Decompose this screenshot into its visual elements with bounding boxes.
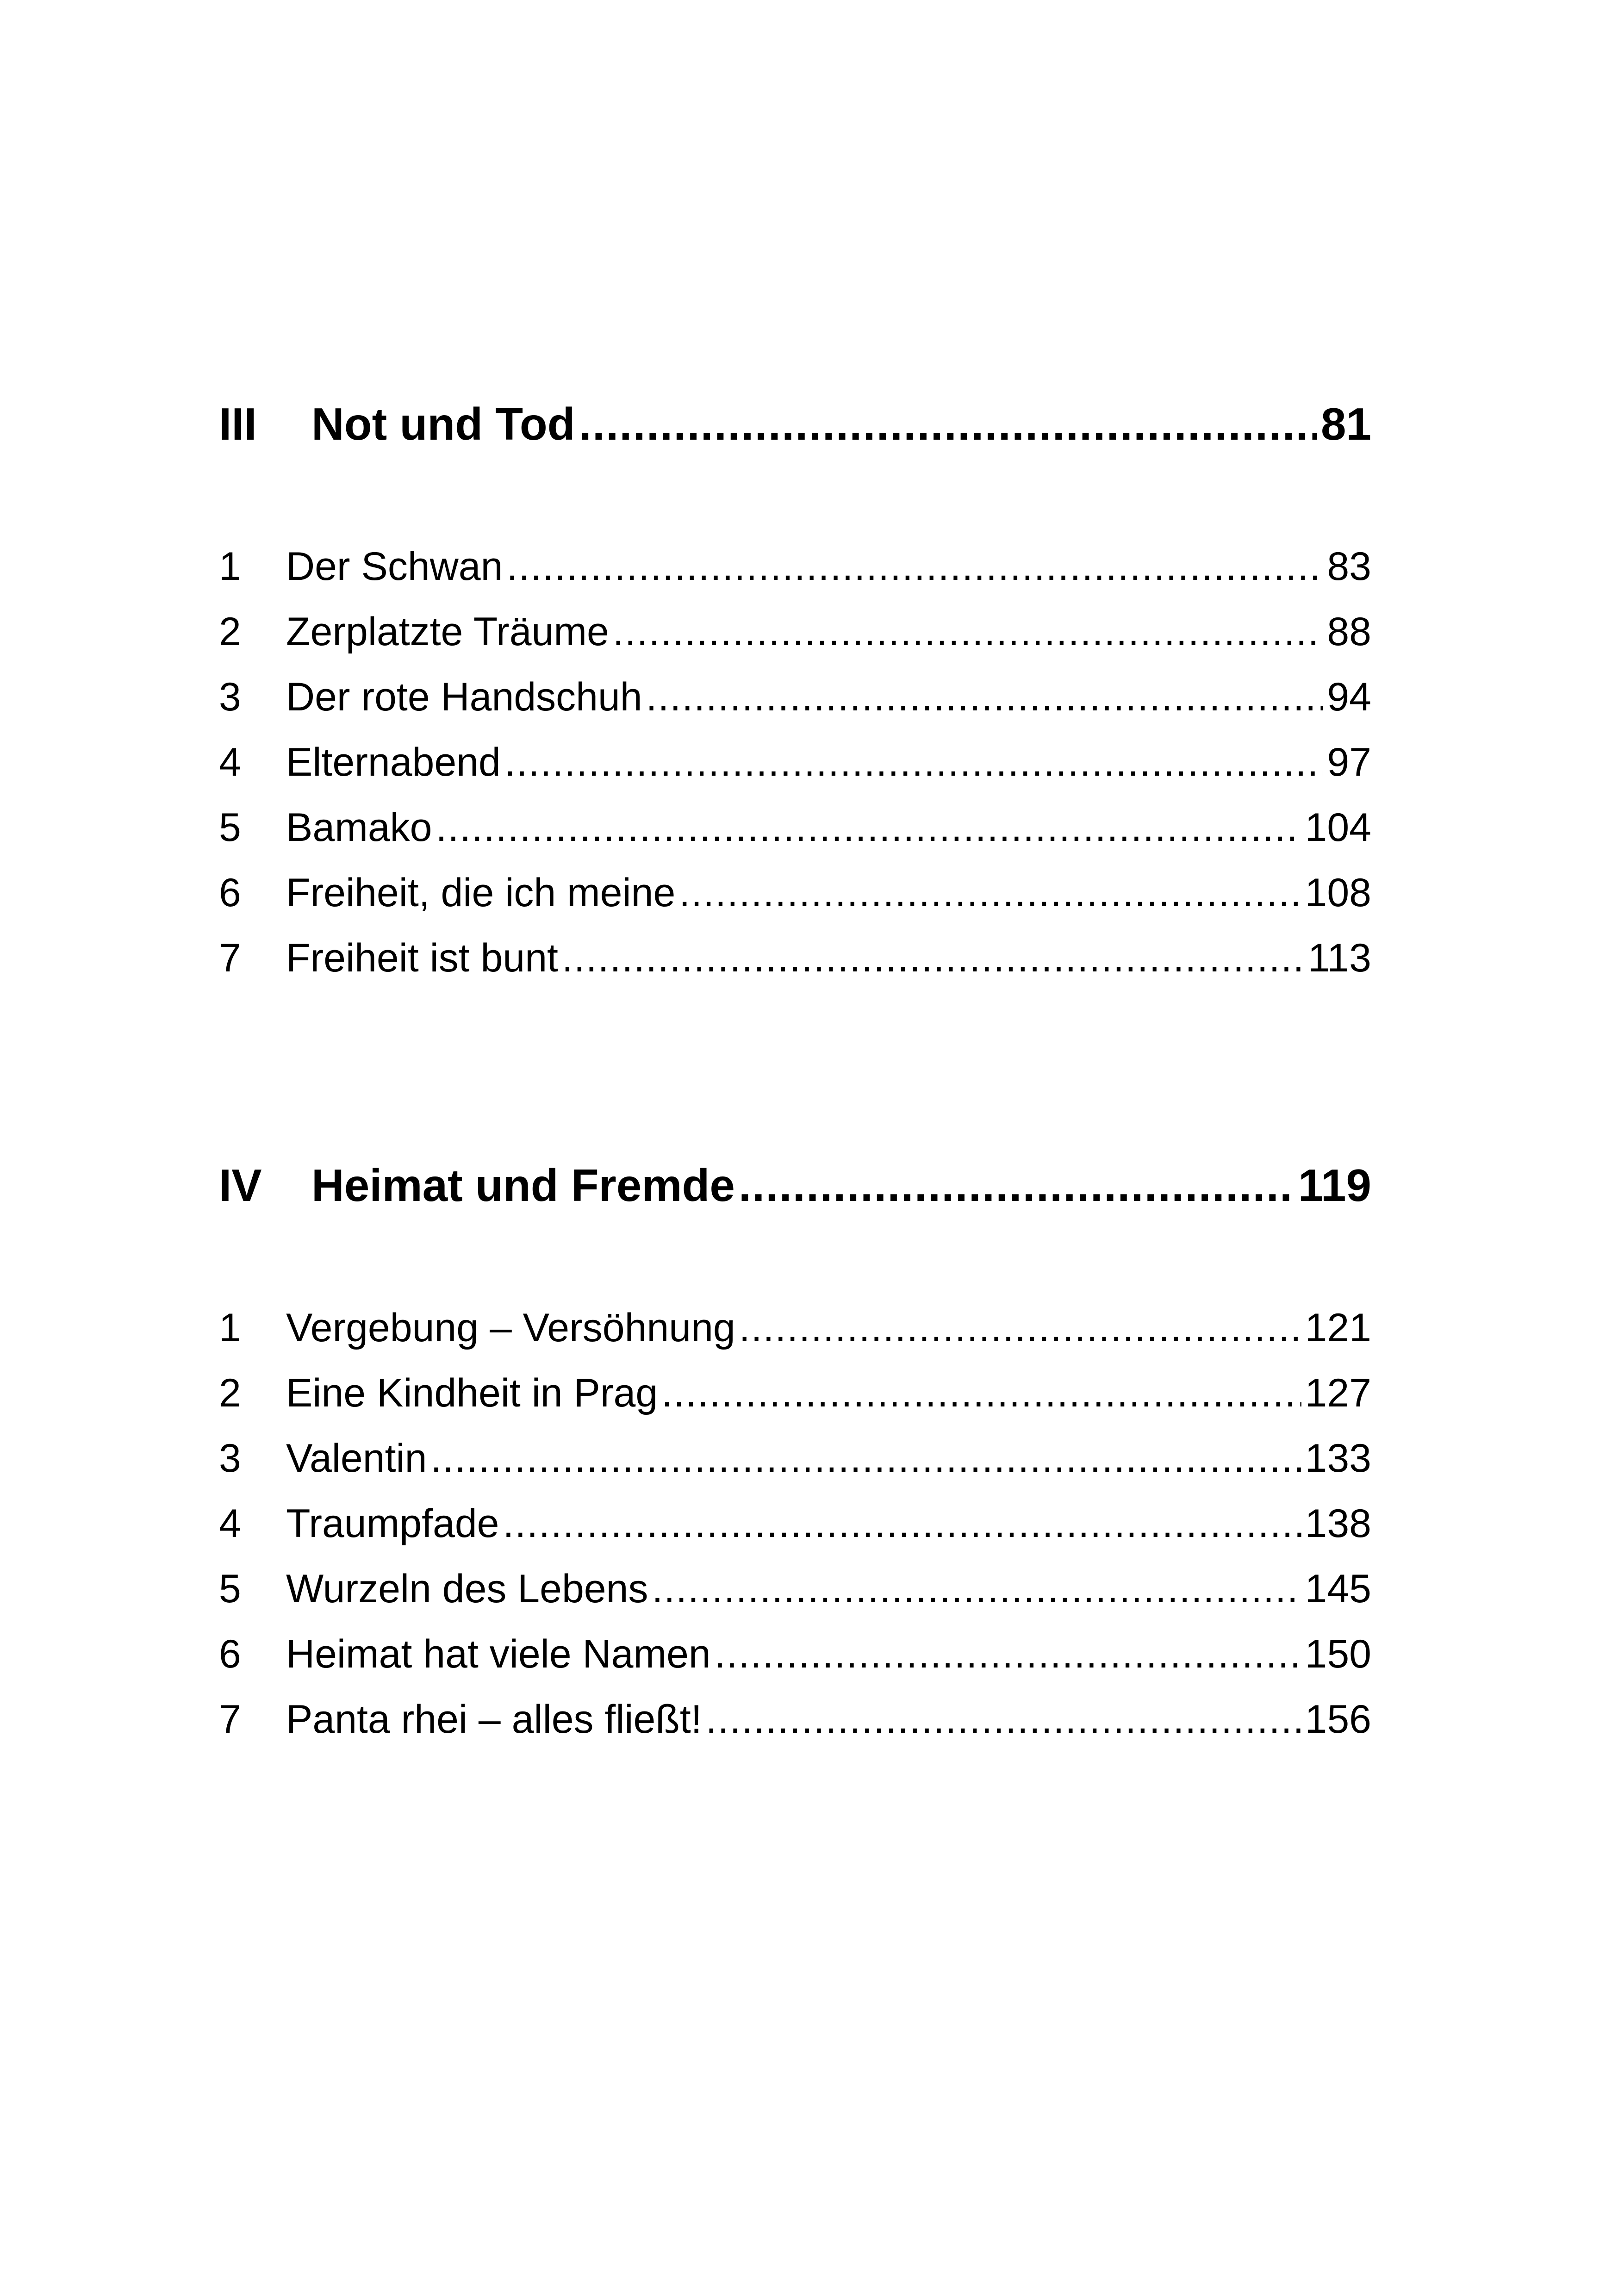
entry-title: Heimat hat viele Namen <box>286 1632 711 1676</box>
section-number: III <box>219 398 257 449</box>
section-page-number: 119 <box>1298 1160 1371 1211</box>
toc-entry <box>219 609 1371 674</box>
section-page-number: 81 <box>1320 398 1371 449</box>
entry-title: Vergebung – Versöhnung <box>286 1306 735 1350</box>
toc-section-iii <box>219 398 1371 1001</box>
dot-leader <box>436 805 1301 851</box>
entry-number: 2 <box>219 610 241 654</box>
toc-section-iv <box>219 1159 1371 1762</box>
dot-leader <box>562 935 1304 981</box>
dot-leader <box>715 1631 1301 1677</box>
entry-page-number: 121 <box>1305 1306 1371 1350</box>
entry-title: Panta rhei – alles fließt! <box>286 1697 702 1742</box>
entry-title: Eine Kindheit in Prag <box>286 1371 658 1415</box>
entry-number: 4 <box>219 1501 241 1546</box>
entry-page-number: 97 <box>1327 740 1371 784</box>
toc-entry <box>219 740 1371 805</box>
toc-entry <box>219 1697 1371 1762</box>
toc-entry <box>219 1631 1371 1697</box>
section-heading <box>219 1159 1371 1243</box>
entry-title: Bamako <box>286 805 432 850</box>
dot-leader <box>739 1305 1301 1351</box>
entry-number: 1 <box>219 1306 241 1350</box>
entry-page-number: 83 <box>1327 544 1371 589</box>
dot-leader <box>503 1501 1301 1547</box>
section-title: Not und Tod <box>311 398 575 449</box>
entry-list <box>219 1305 1371 1762</box>
entry-page-number: 94 <box>1327 675 1371 719</box>
section-title: Heimat und Fremde <box>311 1160 735 1211</box>
entry-number: 7 <box>219 1697 241 1742</box>
entry-page-number: 150 <box>1305 1632 1371 1676</box>
entry-page-number: 127 <box>1305 1371 1371 1415</box>
toc-entry <box>219 870 1371 935</box>
toc-entry <box>219 1305 1371 1370</box>
entry-page-number: 156 <box>1305 1697 1371 1742</box>
entry-page-number: 104 <box>1305 805 1371 850</box>
toc-entry <box>219 1566 1371 1631</box>
entry-number: 7 <box>219 936 241 980</box>
entry-number: 2 <box>219 1371 241 1415</box>
toc-entry <box>219 1501 1371 1566</box>
entry-title: Elternabend <box>286 740 501 784</box>
toc-entry <box>219 544 1371 609</box>
entry-number: 4 <box>219 740 241 784</box>
section-heading <box>219 398 1371 481</box>
toc-entry <box>219 674 1371 740</box>
toc-entry <box>219 935 1371 1001</box>
toc-entry <box>219 1436 1371 1501</box>
dot-leader <box>679 870 1301 916</box>
entry-page-number: 138 <box>1305 1501 1371 1546</box>
entry-page-number: 145 <box>1305 1567 1371 1611</box>
entry-number: 3 <box>219 675 241 719</box>
dot-leader <box>613 609 1324 655</box>
dot-leader <box>504 740 1324 785</box>
entry-number: 5 <box>219 1567 241 1611</box>
toc-entry <box>219 1370 1371 1436</box>
entry-title: Der rote Handschuh <box>286 675 642 719</box>
dot-leader <box>706 1697 1301 1742</box>
entry-title: Freiheit, die ich meine <box>286 871 676 915</box>
entry-title: Der Schwan <box>286 544 503 589</box>
entry-title: Zerplatzte Träume <box>286 610 609 654</box>
entry-title: Traumpfade <box>286 1501 499 1546</box>
dot-leader <box>652 1566 1301 1612</box>
dot-leader <box>430 1436 1301 1481</box>
entry-number: 1 <box>219 544 241 589</box>
toc-entry <box>219 805 1371 870</box>
entry-page-number: 88 <box>1327 610 1371 654</box>
entry-number: 3 <box>219 1436 241 1481</box>
entry-number: 6 <box>219 871 241 915</box>
entry-page-number: 113 <box>1307 936 1371 980</box>
entry-page-number: 108 <box>1305 871 1371 915</box>
entry-list <box>219 544 1371 1001</box>
dot-leader <box>579 398 1317 450</box>
entry-title: Wurzeln des Lebens <box>286 1567 648 1611</box>
dot-leader <box>739 1159 1294 1212</box>
entry-number: 6 <box>219 1632 241 1676</box>
entry-page-number: 133 <box>1305 1436 1371 1481</box>
entry-title: Valentin <box>286 1436 427 1481</box>
section-number: IV <box>219 1160 262 1211</box>
entry-number: 5 <box>219 805 241 850</box>
entry-title: Freiheit ist bunt <box>286 936 558 980</box>
dot-leader <box>646 674 1324 720</box>
dot-leader <box>506 544 1323 590</box>
dot-leader <box>661 1370 1301 1416</box>
